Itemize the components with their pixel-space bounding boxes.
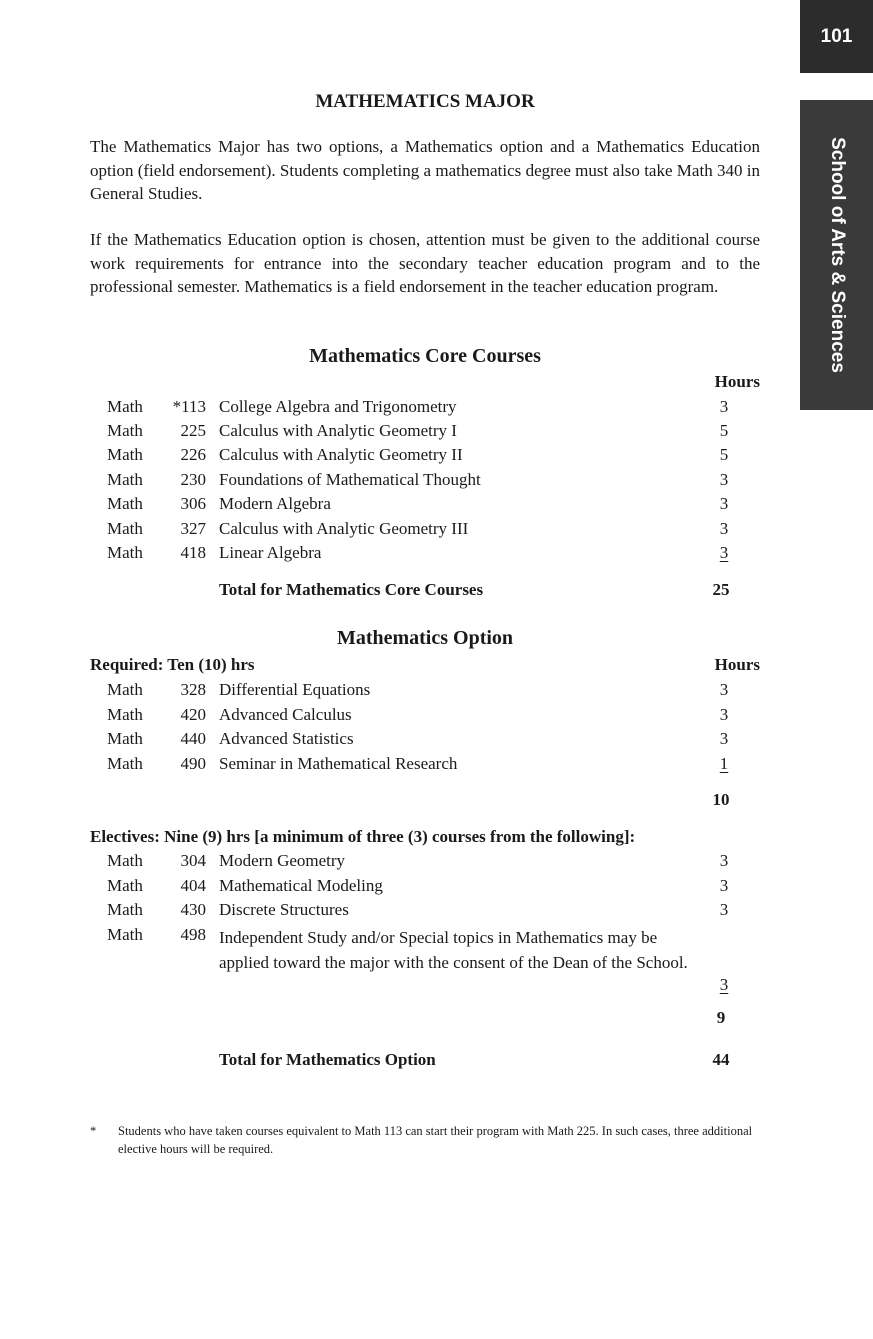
table-row: [90, 729, 760, 753]
course-title: Modern Geometry: [219, 851, 346, 870]
course-hours: 3: [719, 900, 729, 919]
course-number: 327: [180, 519, 206, 538]
table-row: [90, 397, 760, 421]
table-row: [90, 421, 760, 445]
course-hours: 3: [719, 543, 729, 562]
course-number: 430: [180, 900, 206, 919]
table-row: [90, 900, 760, 924]
course-number: 225: [180, 421, 206, 440]
course-title: Modern Algebra: [219, 494, 331, 513]
table-row: [90, 519, 760, 543]
course-dept: Math: [107, 397, 143, 416]
option-total-hours: 44: [712, 1050, 730, 1069]
course-dept: Math: [107, 851, 143, 870]
course-hours: 3: [719, 519, 729, 538]
electives-label: Electives: Nine (9) hrs [a minimum of three (3) courses from the following]:: [90, 827, 636, 846]
course-number: *113: [172, 397, 206, 416]
course-number: 230: [180, 470, 206, 489]
course-hours: 5: [719, 445, 729, 464]
course-dept: Math: [107, 754, 143, 773]
table-row: [90, 680, 760, 704]
intro-paragraph-1: The Mathematics Major has two options, a Mathematics option and a Mathematics Education option (field endorsement). Students completing a mathematics degree must also take Math 340 in General Studies.: [90, 137, 760, 203]
course-dept: Math: [107, 705, 143, 724]
course-hours: 3: [719, 397, 729, 416]
course-title: Seminar in Mathematical Research: [219, 754, 458, 773]
option-total-label: Total for Mathematics Option: [219, 1050, 436, 1069]
electives-total-hours: 9: [716, 1008, 726, 1027]
option-hours-header: Hours: [714, 655, 760, 674]
core-heading: Mathematics Core Courses: [309, 345, 541, 367]
course-dept: Math: [107, 494, 143, 513]
intro-paragraph-2: If the Mathematics Education option is chosen, attention must be given to the additional course work requirements for entrance into the secondary teacher education program and to the professional semester. Mathematics is a field endorsement in the teacher education program.: [90, 230, 760, 296]
course-number: 420: [180, 705, 206, 724]
course-title: Discrete Structures: [219, 900, 349, 919]
table-row: [90, 754, 760, 778]
course-number: 498: [180, 925, 206, 944]
core-total-label: Total for Mathematics Core Courses: [219, 580, 484, 599]
core-hours-header: Hours: [714, 372, 760, 391]
course-title: Calculus with Analytic Geometry III: [219, 519, 469, 538]
section-tab: [800, 100, 873, 410]
course-hours: 3: [719, 470, 729, 489]
table-row: [90, 470, 760, 494]
course-title: Foundations of Mathematical Thought: [219, 470, 481, 489]
table-row: [90, 494, 760, 518]
section-tab-label: School of Arts & Sciences: [826, 137, 848, 373]
course-hours: 3: [719, 680, 729, 699]
course-title: Advanced Statistics: [219, 729, 354, 748]
course-number: 226: [180, 445, 206, 464]
course-title: Independent Study and/or Special topics in Mathematics may be applied toward the major with the consent of the Dean of the School.: [219, 928, 688, 972]
course-number: 404: [180, 876, 206, 895]
required-total-hours: 10: [712, 790, 730, 809]
table-row: [90, 925, 760, 1005]
page-title: MATHEMATICS MAJOR: [315, 91, 535, 112]
course-hours: 3: [719, 729, 729, 748]
course-number: 490: [180, 754, 206, 773]
course-title: College Algebra and Trigonometry: [219, 397, 457, 416]
course-dept: Math: [107, 470, 143, 489]
course-number: 440: [180, 729, 206, 748]
footnote-marker: *: [90, 1124, 97, 1138]
course-dept: Math: [107, 925, 143, 944]
course-dept: Math: [107, 680, 143, 699]
required-label: Required: Ten (10) hrs: [90, 655, 255, 674]
course-dept: Math: [107, 445, 143, 464]
option-heading: Mathematics Option: [336, 627, 514, 649]
course-dept: Math: [107, 729, 143, 748]
course-title: Mathematical Modeling: [219, 876, 383, 895]
course-dept: Math: [107, 421, 143, 440]
course-hours: 3: [719, 876, 729, 895]
table-row: [90, 851, 760, 875]
footnote-text: Students who have taken courses equivalent to Math 113 can start their program with Math 225. In such cases, three additional elective hours will be required.: [118, 1124, 753, 1156]
course-dept: Math: [107, 519, 143, 538]
course-dept: Math: [107, 876, 143, 895]
course-title: Linear Algebra: [219, 543, 322, 562]
page-number: 101: [800, 0, 873, 73]
course-hours: 3: [719, 705, 729, 724]
course-title: Calculus with Analytic Geometry II: [219, 445, 463, 464]
course-dept: Math: [107, 900, 143, 919]
course-hours: 1: [719, 754, 729, 773]
table-row: [90, 705, 760, 729]
course-title: Calculus with Analytic Geometry I: [219, 421, 457, 440]
course-number: 328: [180, 680, 206, 699]
table-row: [90, 445, 760, 469]
course-hours: 5: [719, 421, 729, 440]
course-number: 306: [180, 494, 206, 513]
course-dept: Math: [107, 543, 143, 562]
core-total-hours: 25: [712, 580, 730, 599]
course-number: 304: [180, 851, 206, 870]
course-title: Advanced Calculus: [219, 705, 352, 724]
course-title: Differential Equations: [219, 680, 371, 699]
course-hours: 3: [719, 851, 729, 870]
table-row: [90, 543, 760, 567]
course-hours: 3: [719, 975, 729, 994]
course-hours: 3: [719, 494, 729, 513]
course-number: 418: [180, 543, 206, 562]
table-row: [90, 876, 760, 900]
